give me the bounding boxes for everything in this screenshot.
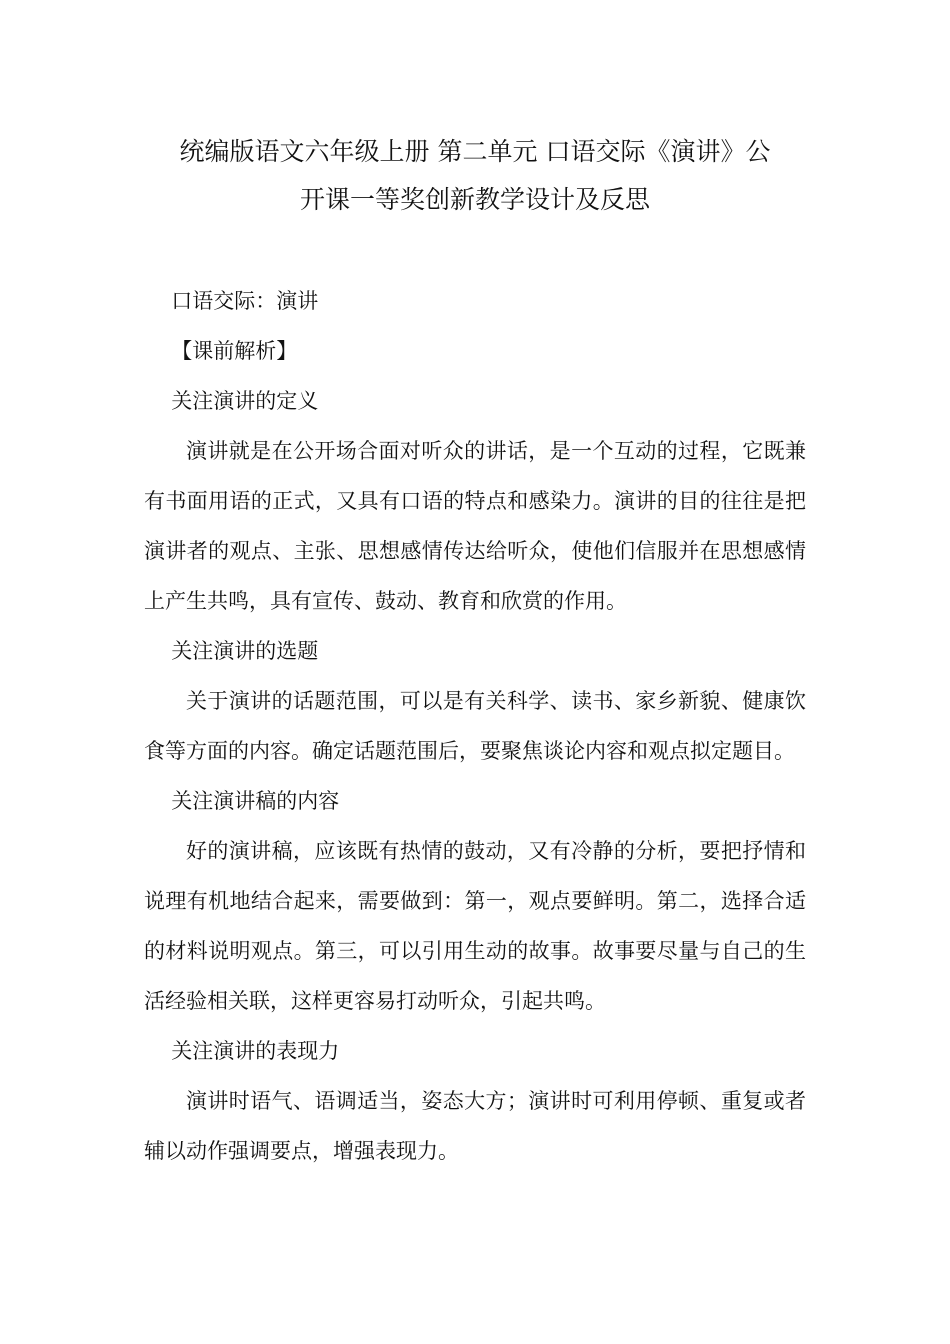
section-heading-content: 关注演讲稿的内容 — [171, 789, 340, 813]
section-heading-expressiveness: 关注演讲的表现力 — [171, 1039, 340, 1063]
paragraph-content: 好的演讲稿，应该既有热情的鼓动，又有冷静的分析，要把抒情和说理有机地结合起来，需要做到：第一，观点要鲜明。第二，选择合适的材料说明观点。第三，可以引用生动的故事。故事要尽量与自己的生活经验相关联，这样更容易打动听众，引起共鸣。 — [144, 839, 806, 1013]
section-heading-definition: 关注演讲的定义 — [171, 389, 319, 413]
title-line-1: 统编版语文六年级上册 第二单元 口语交际《演讲》公 — [179, 137, 771, 166]
paragraph-expressiveness: 演讲时语气、语调适当，姿态大方；演讲时可利用停顿、重复或者辅以动作强调要点，增强表现力。 — [144, 1089, 806, 1163]
section-heading-topic-selection: 关注演讲的选题 — [171, 639, 319, 663]
paragraph-topic-selection: 关于演讲的话题范围，可以是有关科学、读书、家乡新貌、健康饮食等方面的内容。确定话题范围后，要聚焦谈论内容和观点拟定题目。 — [144, 689, 806, 763]
paragraph-definition: 演讲就是在公开场合面对听众的讲话，是一个互动的过程，它既兼有书面用语的正式，又具有口语的特点和感染力。演讲的目的往往是把演讲者的观点、主张、思想感情传达给听众，使他们信服并在思想感情上产生共鸣，具有宣传、鼓动、教育和欣赏的作用。 — [144, 439, 806, 613]
section-heading-topic: 口语交际：演讲 — [171, 289, 319, 313]
title-line-2: 开课一等奖创新教学设计及反思 — [299, 185, 650, 214]
document-body — [144, 276, 806, 1176]
document-title — [144, 128, 806, 224]
section-heading-pre-analysis: 【课前解析】 — [171, 339, 298, 363]
